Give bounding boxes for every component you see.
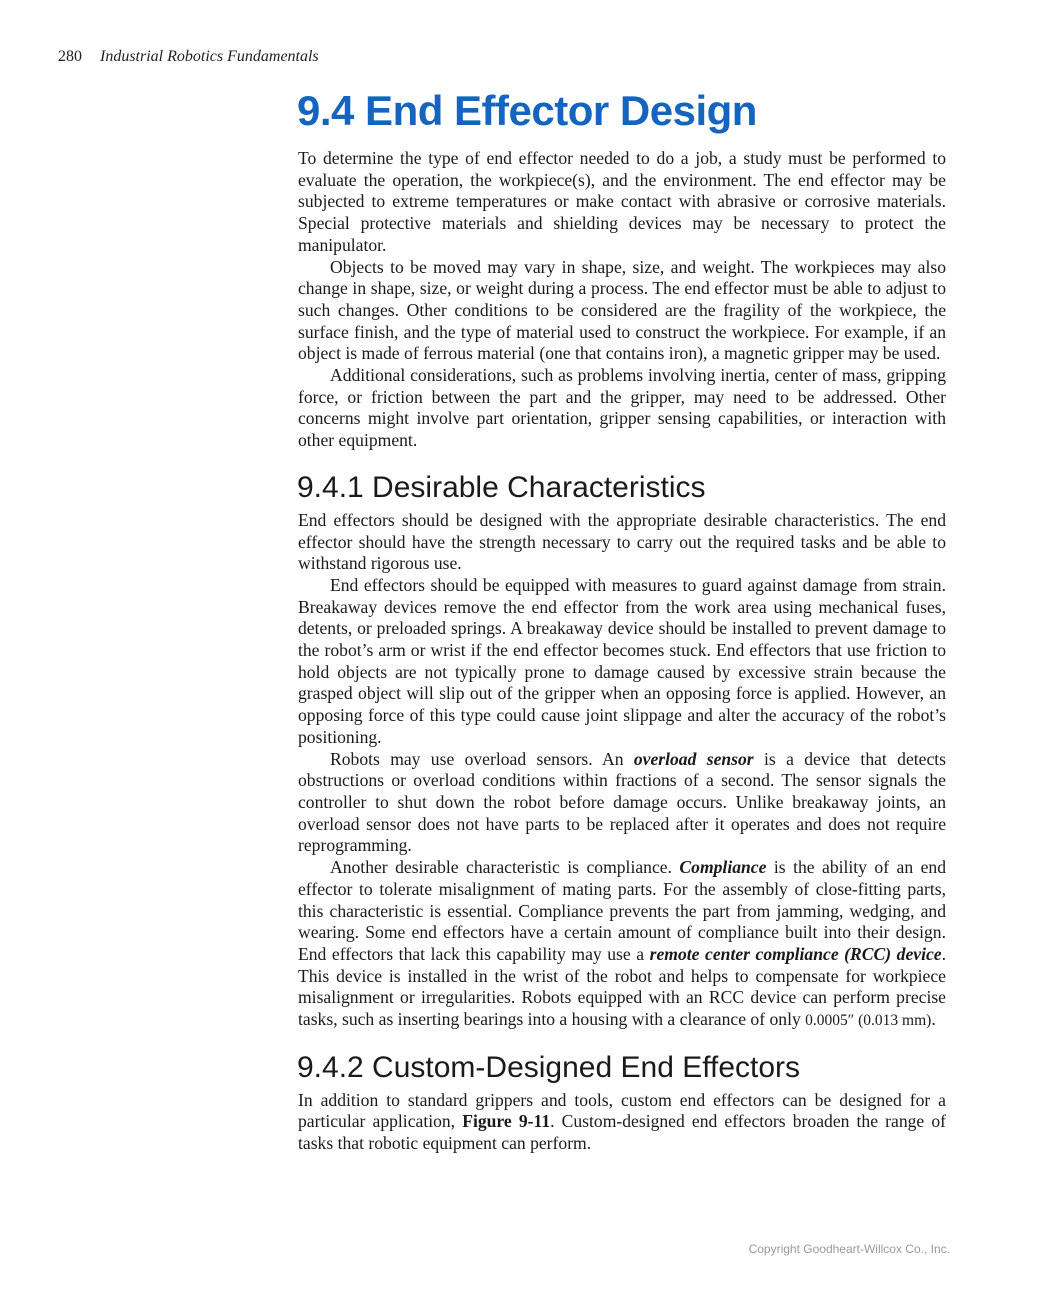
text-run: In addition to standard grippers and tools, custom end effectors can be designed for a particular application, [298, 1089, 946, 1132]
running-head [58, 48, 319, 66]
measurement-value: 0.0005″ (0.013 mm) [805, 1012, 932, 1030]
book-title: Industrial Robotics Fundamentals [100, 48, 319, 65]
key-term-overload-sensor: overload sensor [633, 748, 754, 769]
text-run: . This device is installed in the wrist of the robot and helps to compensate for workpiece misalignment or irregularities. Robots equipped with an RCC device can perform precise tasks, such as inserting bearings into a housing with a clearance of only [298, 943, 946, 1030]
text-run: . Custom-designed end effectors broaden the range of tasks that robotic equipment can perform. [298, 1111, 946, 1154]
text-run: Robots may use overload sensors. An [330, 748, 634, 769]
paragraph: Additional considerations, such as problems involving inertia, center of mass, gripping force, or friction between the part and the gripper, may need to be addressed. Other concerns might involve part orientation, gripper sensing capabilities, or interaction with other equipment. [298, 365, 946, 451]
figure-reference: Figure 9-11 [462, 1111, 551, 1132]
paragraph [298, 749, 946, 858]
text-run: Another desirable characteristic is compliance. [330, 857, 680, 878]
key-term-rcc-device: remote center compliance (RCC) device [649, 943, 942, 964]
copyright-notice: Copyright Goodheart-Willcox Co., Inc. [748, 1242, 950, 1256]
paragraph: Objects to be moved may vary in shape, size, and weight. The workpieces may also change in shape, size, or weight during a process. The end effector must be able to adjust to such changes. Other conditions to be considered are the fragility of the workpiece, the surface finish, and the type of material used to construct the workpiece. For example, if an object is made of ferrous material (one that contains iron), a magnetic gripper may be used. [298, 256, 946, 364]
paragraph [298, 857, 946, 1032]
paragraph: End effectors should be equipped with measures to guard against damage from strain. Breakaway devices remove the end effector from the work area using mechanical fuses, detents, or preloaded springs. A breakaway device should be installed to prevent damage to the robot’s arm or wrist if the end effector becomes stuck. End effectors that use friction to hold objects are not typically prone to damage caused by excessive strain because the grasped object will slip out of the gripper when an opposing force is applied. However, an opposing force of this type could cause joint slippage and alter the accuracy of the robot’s positioning. [298, 574, 946, 747]
text-run: is the ability of an end effector to tolerate misalignment of mating parts. For the assembly of close-fitting parts, this characteristic is essential. Compliance prevents the part from jamming, wedging, and wearing. Some end effectors have a certain amount of compliance built into their design. End effectors that lack this capability may use a [298, 857, 946, 964]
key-term-compliance: Compliance [679, 857, 767, 878]
main-content [298, 82, 946, 1155]
page-number: 280 [58, 48, 82, 65]
subsection-title-custom-designed: 9.4.2 Custom-Designed End Effectors [297, 1050, 801, 1084]
text-run: . [931, 1009, 936, 1030]
section-title: 9.4 End Effector Design [297, 87, 757, 134]
paragraph [298, 1090, 946, 1155]
paragraph: To determine the type of end effector needed to do a job, a study must be performed to evaluate the operation, the workpiece(s), and the environment. The end effector may be subjected to extreme temperatures or make contact with abrasive or corrosive materials. Special protective materials and shielding devices may be necessary to protect the manipulator. [298, 148, 946, 255]
text-run: is a device that detects obstructions or overload conditions within fractions of a second. The sensor signals the controller to shut down the robot before damage occurs. Unlike breakaway joints, an overload sensor does not have parts to be replaced after it operates and does not require reprogramming. [298, 748, 946, 856]
paragraph: End effectors should be designed with the appropriate desirable characteristics. The end effector should have the strength necessary to carry out the required tasks and be able to withstand rigorous use. [298, 509, 946, 574]
subsection-title-desirable-characteristics: 9.4.1 Desirable Characteristics [297, 470, 706, 504]
